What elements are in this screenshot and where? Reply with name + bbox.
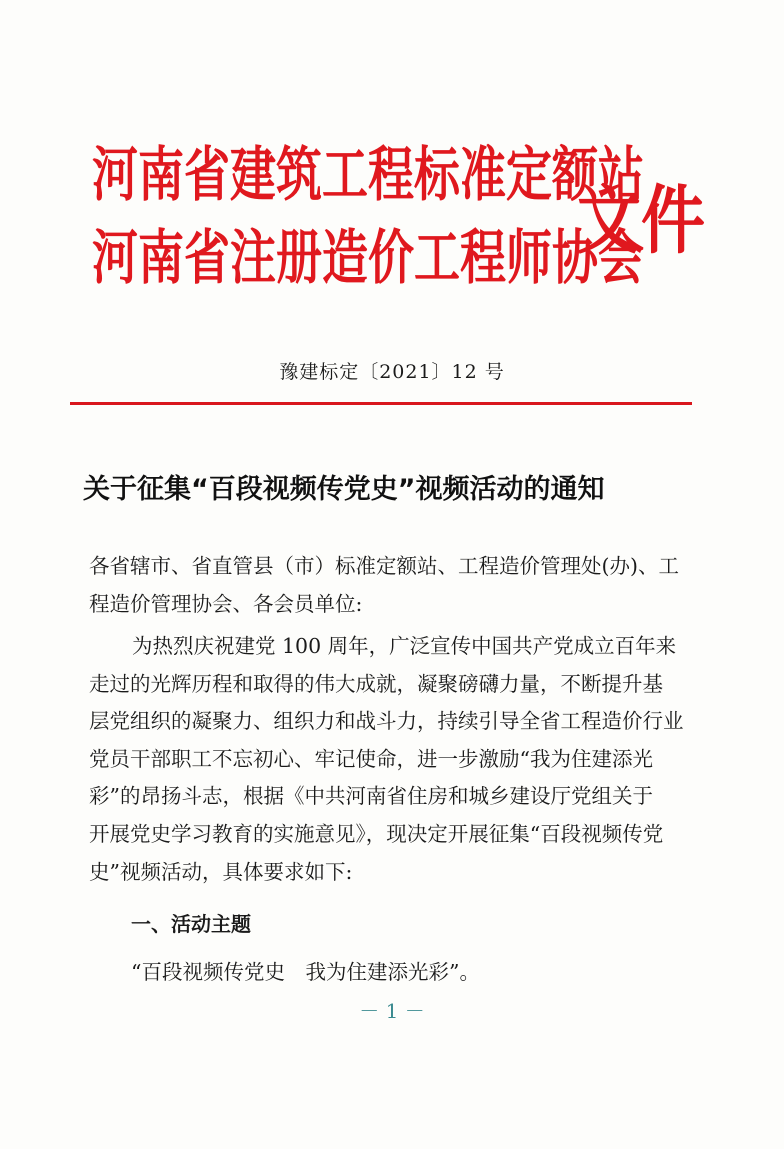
document-title: 关于征集“百段视频传党史”视频活动的通知 xyxy=(83,474,605,505)
paragraph-line: 开展党史学习教育的实施意见》，现决定开展征集“百段视频传党 xyxy=(89,821,664,846)
paragraph-line: 走过的光辉历程和取得的伟大成就，凝聚磅礴力量，不断提升基 xyxy=(89,671,663,696)
issuer-name-2: 河南省注册造价工程师协会 xyxy=(92,222,644,292)
activity-theme: “百段视频传党史 我为住建添光彩”。 xyxy=(131,960,480,984)
issuer-name-1: 河南省建筑工程标准定额站 xyxy=(92,139,644,209)
section-heading: 一、活动主题 xyxy=(131,912,251,936)
document-number: 豫建标定〔2021〕12 号 xyxy=(279,361,505,383)
paragraph-line: 层党组织的凝聚力、组织力和战斗力，持续引导全省工程造价行业 xyxy=(89,709,684,734)
paragraph-line: 史”视频活动，具体要求如下: xyxy=(89,859,353,884)
page-number: － 1 － xyxy=(359,999,425,1023)
recipients-line: 各省辖市、省直管县（市）标准定额站、工程造价管理处(办)、工 xyxy=(89,554,679,578)
recipients-line: 程造价管理协会、各会员单位: xyxy=(89,591,363,616)
intro-paragraph xyxy=(89,628,695,891)
paragraph-line: 彩”的昂扬斗志，根据《中共河南省住房和城乡建设厅党组关于 xyxy=(89,784,653,809)
doc-type-label: 文件 xyxy=(577,179,705,265)
recipients xyxy=(89,548,695,623)
red-divider xyxy=(70,402,692,405)
paragraph-line: 为热烈庆祝建党 100 周年，广泛宣传中国共产党成立百年来 xyxy=(132,634,677,658)
paragraph-line: 党员干部职工不忘初心、牢记使命，进一步激励“我为住建添光 xyxy=(89,746,653,771)
